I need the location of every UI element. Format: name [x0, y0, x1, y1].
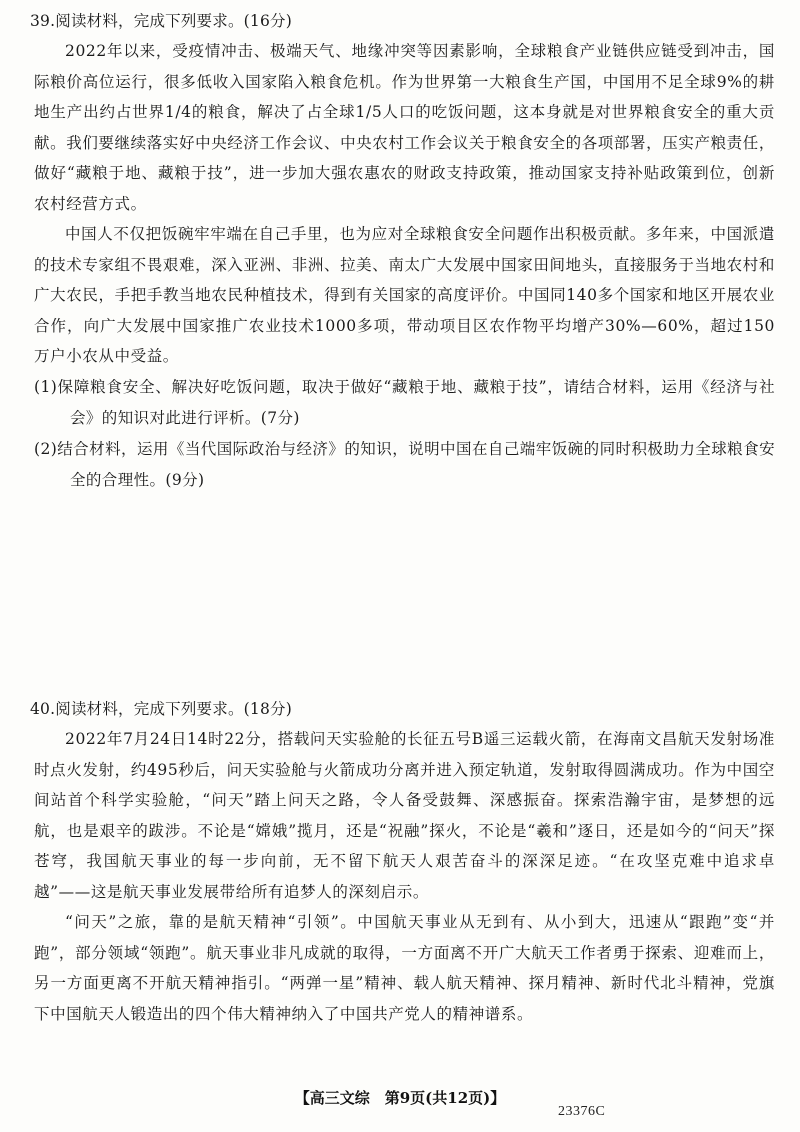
question-39-sub-2: (2)结合材料，运用《当代国际政治与经济》的知识，说明中国在自己端牢饭碗的同时积极助力全球粮食安全的合理性。(9分): [34, 439, 775, 489]
question-39-paragraph-1: 2022年以来，受疫情冲击、极端天气、地缘冲突等因素影响，全球粮食产业链供应链受到冲击，国际粮价高位运行，很多低收入国家陷入粮食危机。作为世界第一大粮食生产国，中国用不足全球9%的耕地生产出约占世界1/4的粮食，解决了占全球1/5人口的吃饭问题，这本身就是对世界粮食安全的重大贡献。我们要继续落实好中央经济工作会议、中央农村工作会议关于粮食安全的各项部署，压实产粮责任，做好“藏粮于地、藏粮于技”，进一步加大强农惠农的财政支持政策，推动国家支持补贴政策到位，创新农村经营方式。: [34, 42, 775, 213]
question-39-title: 39.阅读材料，完成下列要求。(16分): [30, 12, 292, 30]
exam-code: 23376C: [558, 1104, 606, 1119]
question-40-paragraph-1: 2022年7月24日14时22分，搭载问天实验舱的长征五号B遥三运载火箭，在海南文昌航天发射场准时点火发射，约495秒后，问天实验舱与火箭成功分离并进入预定轨道，发射取得圆满成功。作为中国空间站首个科学实验舱，“问天”踏上问天之路，令人备受鼓舞、深感振奋。探索浩瀚宇宙，是梦想的远航，也是艰辛的跋涉。不论是“嫦娥”揽月，还是“祝融”探火，不论是“羲和”逐日，还是如今的“问天”探苍穹，我国航天事业的每一步向前，无不留下航天人艰苦奋斗的深深足迹。“在攻坚克难中追求卓越”——这是航天事业发展带给所有追梦人的深刻启示。: [34, 730, 775, 901]
question-40-paragraph-2: “问天”之旅，靠的是航天精神“引领”。中国航天事业从无到有、从小到大，迅速从“跟跑”变“并跑”，部分领域“领跑”。航天事业非凡成就的取得，一方面离不开广大航天工作者勇于探索、迎难而上，另一方面更离不开航天精神指引。“两弹一星”精神、载人航天精神、探月精神、新时代北斗精神，党旗下中国航天人锻造出的四个伟大精神纳入了中国共产党人的精神谱系。: [34, 913, 775, 1023]
question-39-sub-1: (1)保障粮食安全、解决好吃饭问题，取决于做好“藏粮于地、藏粮于技”，请结合材料，运用《经济与社会》的知识对此进行评析。(7分): [34, 377, 775, 427]
question-39-paragraph-2: 中国人不仅把饭碗牢牢端在自己手里，也为应对全球粮食安全问题作出积极贡献。多年来，中国派遣的技术专家组不畏艰难，深入亚洲、非洲、拉美、南太广大发展中国家田间地头，直接服务于当地农村和广大农民，手把手教当地农民种植技术，得到有关国家的高度评价。中国同140多个国家和地区开展农业合作，向广大发展中国家推广农业技术1000多项，带动项目区农作物平均增产30%—60%，超过150万户小农从中受益。: [34, 225, 775, 365]
page-footer: 【高三文综 第9页(共12页)】: [294, 1089, 506, 1107]
question-40: [30, 694, 775, 1029]
question-40-title: 40.阅读材料，完成下列要求。(18分): [30, 700, 292, 718]
question-39: [30, 6, 775, 496]
